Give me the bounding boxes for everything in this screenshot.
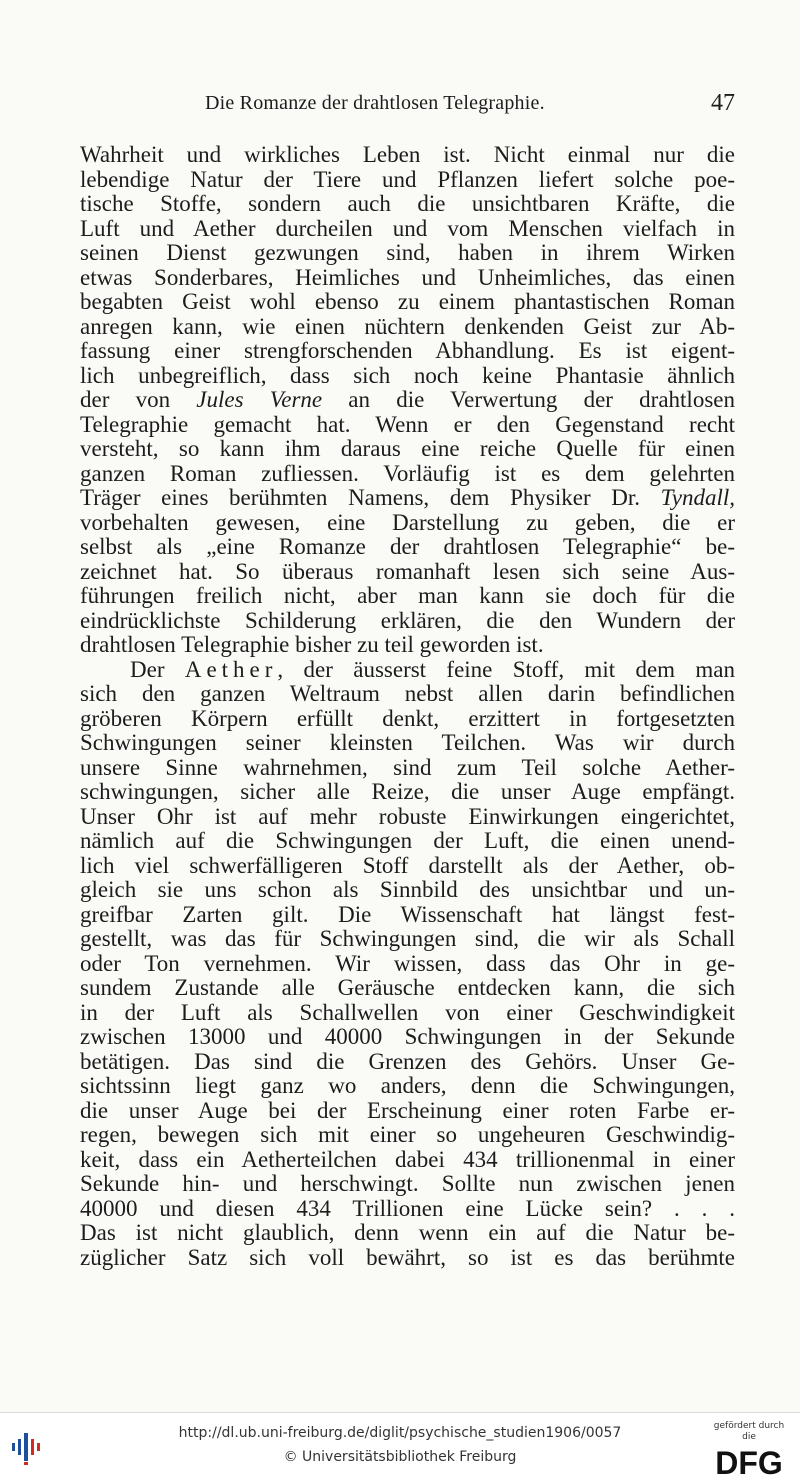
text-line: Der Aether, der äusserst feine Stoff, mit dem man <box>130 656 736 682</box>
text-line: Das ist nicht glaublich, denn wenn ein auf die Natur be- <box>80 1220 735 1245</box>
text-line: oder Ton vernehmen. Wir wissen, dass das Ohr in ge- <box>80 950 735 976</box>
text-line: gröberen Körpern erfüllt denkt, erzittert in fortgesetzten <box>80 705 735 731</box>
text-line: versteht, so kann ihm daraus eine reiche Quelle für einen <box>80 436 735 461</box>
text-line: schwingungen, sicher alle Reize, die unser Auge empfängt. <box>80 779 735 804</box>
dfg-funding-block <box>706 1421 792 1479</box>
text-line: lich viel schwerfälligeren Stoff darstellt als der Aether, ob- <box>80 852 735 878</box>
dfg-logo-icon <box>709 1445 789 1479</box>
text-line: lich unbegreiflich, dass sich noch keine Phantasie ähnlich <box>80 362 735 388</box>
text-line: vorbehalten gewesen, eine Darstellung zu geben, die er <box>80 509 735 535</box>
text-line: Unser Ohr ist auf mehr robuste Einwirkungen eingerichtet, <box>80 803 735 829</box>
text-line: sundem Zustande alle Geräusche entdecken kann, die sich <box>80 975 735 1000</box>
copyright-notice: © Universitätsbibliothek Freiburg <box>283 1449 517 1465</box>
text-line: etwas Sonderbares, Heimliches und Unheimliches, das einen <box>80 264 735 290</box>
text-line: tische Stoffe, sondern auch die unsichtbaren Kräfte, die <box>80 191 735 216</box>
text-line: zeichnet hat. So überaus romanhaft lesen sich seine Aus- <box>80 558 735 584</box>
text-line: fassung einer strengforschenden Abhandlung. Es ist eigent- <box>80 338 735 363</box>
text-line: zwischen 13000 und 40000 Schwingungen in der Sekunde <box>80 1024 735 1049</box>
text-line: sich den ganzen Weltraum nebst allen darin befindlichen <box>80 681 735 706</box>
page-number: 47 <box>711 90 735 116</box>
text-line: in der Luft als Schallwellen von einer Geschwindigkeit <box>80 999 735 1025</box>
dfg-caption: gefördert durch die <box>713 1421 785 1442</box>
text-line: eindrücklichste Schilderung erklären, die den Wundern der <box>80 607 735 633</box>
text-line: Schwingungen seiner kleinsten Teilchen. Was wir durch <box>80 730 735 755</box>
text-line: züglicher Satz sich voll bewährt, so ist es das berühmte <box>80 1244 735 1270</box>
text-line: führungen freilich nicht, aber man kann sie doch für die <box>80 583 735 608</box>
text-line: Luft und Aether durcheilen und vom Menschen vielfach in <box>80 215 735 241</box>
running-title: Die Romanze der drahtlosen Telegraphie. <box>205 92 545 114</box>
text-line: Wahrheit und wirkliches Leben ist. Nicht einmal nur die <box>80 142 735 167</box>
text-line: gleich sie uns schon als Sinnbild des unsichtbar und un- <box>80 877 735 902</box>
text-line: ganzen Roman zufliessen. Vorläufig ist es dem gelehrten <box>80 460 735 486</box>
text-line: begabten Geist wohl ebenso zu einem phantastischen Roman <box>80 289 735 314</box>
text-line: drahtlosen Telegraphie bisher zu teil geworden ist. <box>80 632 544 657</box>
text-line: regen, bewegen sich mit einer so ungeheuren Geschwindig- <box>80 1122 735 1147</box>
text-line: seinen Dienst gezwungen sind, haben in ihrem Wirken <box>80 240 735 265</box>
text-line: Telegraphie gemacht hat. Wenn er den Gegenstand recht <box>80 411 735 437</box>
text-line: Träger eines berühmten Namens, dem Physiker Dr. Tyndall, <box>80 485 735 510</box>
text-line: die unser Auge bei der Erscheinung einer roten Farbe er- <box>80 1097 735 1123</box>
viewer-footer <box>0 1412 800 1479</box>
text-line: lebendige Natur der Tiere und Pflanzen liefert solche poe- <box>80 166 735 192</box>
text-line: der von Jules Verne an die Verwertung der drahtlosen <box>80 387 735 412</box>
text-line: greifbar Zarten gilt. Die Wissenschaft hat längst fest- <box>80 901 735 927</box>
page-header <box>80 90 735 124</box>
body-text <box>80 143 735 1270</box>
spaced-term: Aether <box>184 656 278 682</box>
italic-name: Tyndall, <box>660 485 735 510</box>
italic-name: Jules Verne <box>196 387 323 412</box>
text-line: betätigen. Das sind die Grenzen des Gehörs. Unser Ge- <box>80 1048 735 1074</box>
text-line: keit, dass ein Aetherteilchen dabei 434 trillionenmal in einer <box>80 1146 735 1172</box>
dfg-logo-text: DFG <box>715 1445 783 1479</box>
document-url[interactable]: http://dl.ub.uni-freiburg.de/diglit/psychische_studien1906/0057 <box>178 1425 622 1441</box>
text-line: nämlich auf die Schwingungen der Luft, die einen unend- <box>80 828 735 853</box>
text-line: gestellt, was das für Schwingungen sind, die wir als Schall <box>80 926 735 951</box>
text-line: sichtssinn liegt ganz wo anders, denn die Schwingungen, <box>80 1073 735 1098</box>
text-line: anregen kann, wie einen nüchtern denkenden Geist zur Ab- <box>80 313 735 339</box>
text-line: selbst als „eine Romanze der drahtlosen Telegraphie“ be- <box>80 534 735 559</box>
text-line: 40000 und diesen 434 Trillionen eine Lücke sein? . . . <box>80 1195 735 1221</box>
text-line: Sekunde hin- und herschwingt. Sollte nun zwischen jenen <box>80 1171 735 1196</box>
text-line: unsere Sinne wahrnehmen, sind zum Teil solche Aether- <box>80 754 735 780</box>
